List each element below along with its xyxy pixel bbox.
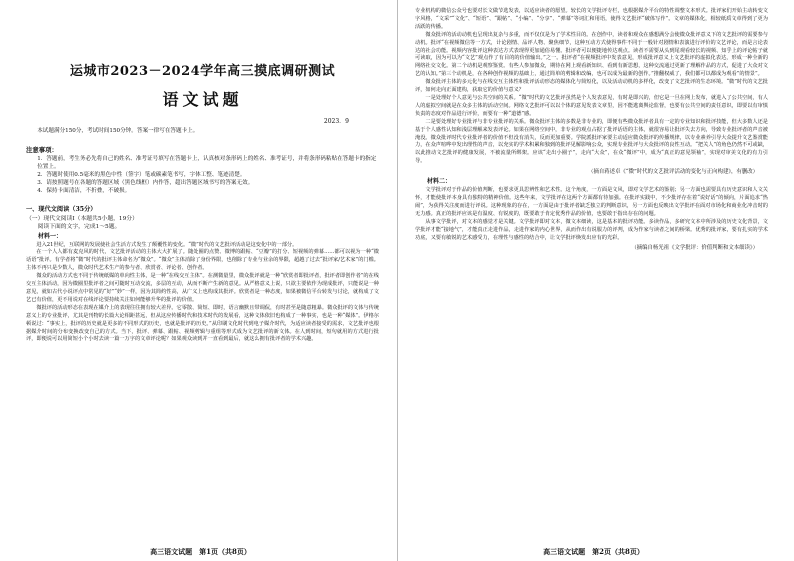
paragraph: 从事文学批评，对文本的感觉才是关键。文学批评即对文本，微文本细读，这是基本的批评功能。多读作品，多研究文本中所涉及的历史文化背景，文学批评才能“接地气”，才能真正走进作品，走进作家的内心世界，从而作出有说服力的评判，成为作家与读者之间的桥梁。优秀的批评家，要有扎实的学术功底，又要有敏锐的艺术感受力，在理性与感性的结合中，让文学批评焕发出应有的光彩。 — [415, 218, 768, 241]
exam-date: 2023．9 — [323, 118, 349, 125]
paragraph: 微众批评主体的多元化与在线交互主体性和批评活动形态的媒体化与简短化，以及活动动机的多样化，改变了文艺批评的生态环境。“微”时代的文艺批评，如何走向正面建构，获取它的价值与意义？ — [415, 79, 768, 94]
paragraph: 专业机构的微信公众号也要对长文做节选发表，以适应读者的愿望。较长的文学批评专栏，也根据媒介平台的特性调整文本形式。批评家们开始主动转变文字风格，“文采”“文化”、“短语”、“跟帖”、“小编”、“分享”、“弹幕”等词汇和用语，使得文艺批评“破体写作”。文章的媒体化，相较纸质文章得到了更为活跃的传播。 — [415, 8, 768, 30]
note-item: 4．保持卡面清洁，不折叠，不破损。 — [37, 187, 131, 194]
page-footer: 高三语文试题 第1页（共8页） — [150, 547, 251, 556]
exam-note: 本试题满分150分，考试时间150分钟。答案一律写在答题卡上。 — [37, 128, 199, 134]
paragraph: 在一个人人都有麦克风的时代，文艺批评活动的主体大大扩展了。随处圈的点赞、微博的跟帖、“豆瓣”的打分、短视频的弹幕……都可以视为一种“微话语”批评。有学者将“微”时代的批评主体命名为“微众”。“微众”主体消除了身份界限，也削除了专业与业余的界限，超越了过去“批评家/艺术家”的门槛。主体不再只是少数人，微众时代艺术生产的参与者、欣赏者、评论者、创作者。 — [26, 249, 379, 272]
section-heading: 一、现代文阅读（35分） — [26, 205, 97, 213]
material-label: 材料二： — [427, 178, 452, 186]
paragraph: 微批评的活动形态在表现在媒介上的表现往往拥有较大差异。它零散、简短、即时，语言幽默且带调侃，有时甚至是随意粗暴。微众批评的文体与传统意义上的专业批评，尤其是刊物的长篇大论相距甚远，但从这应传播时代和技术时代的发展看，这种文体依旧也构成了一种事实，也是一种“媒体”。伊格尔顿说过：“事实上，批评的历史就是更多的不同形式的历史，也就是批评的历史。”从印刷文化时代到电子媒介时代，为适应读者接受的需求，文艺批评也根据媒介时间的分布变换改变自己的方式。当下，批评、弹幕、跟帖、视频剪辑与重组等形式成为文艺批评的新文体。在人到时间，短句就用的方式进行批评，即便说可以用简短小个小时去读一篇一万字的文章评论呢？如果观众读到并一直看到最后，就这么拥有批评者的学术兴趣。 — [26, 304, 379, 343]
left-page — [8, 0, 393, 561]
note-item: 1．答题前，考生务必先将自己的姓名、准考证号填写在答题卡上，认真核对条形码上的姓名、准考证号，并将条形码粘贴在答题卡的指定位置上。 — [37, 156, 377, 170]
note-item: 2．答题时使用0.5毫米的黑色中性（签字）笔或碳素笔书写，字体工整、笔迹清楚。 — [37, 171, 246, 178]
source-citation: （摘自蒋述卓《“微”时代的文艺批评活动的变化与正向构建》，有删改） — [588, 169, 758, 176]
paragraph: 一是处理好个人意见与公共空间的关系。“微”时代的文艺批评虽然是个人发表意见，有时是即兴的，但它是一旦在网上发布，就进入了公共空间，有人人的虚拟空间就是在众多主体的活动空间。网络文艺批评可以以个体的意见发表文章里，因不能逃离舆论监督，也要有公共空间的责任意识，即要以有审慎负责的态度对作品进行评价，而要有一种“道德”感。 — [415, 94, 768, 117]
exam-title: 运城市2023－2024学年高三摸底调研测试 — [69, 64, 336, 79]
paragraph: 微众批评的活动动机也呈现出复杂与多重，而不仅仅是为了学术性目的。在创作中，读者和观众在感想满分会使微众批评意义下的文艺批评的需要参与动机。批评“在视频微信等一方式，计论剧情、品评人物、聚焦细节，这种互动方式使得事件不同于一般针对剧情和表演进行评价的文艺评论，而是言论表达的社会功能。视频内容批评这种表达方式表现得更加通俗易懂。批评者可以便捷地传达观点。读者不需要从头到尾观看较长的视频、知乎上的评论帖子就可读取，因为可以为“文艺”观点作了有目的的价值输出。”之一。批评者“在视频批评中发表意见，形成批评意义上文艺批评的虚拟化表达，形成一种全新的网络社交文化。第二个动机是观察鉴赏。有些人参加微众，期待在网上观看新知识、看到有新思想，这种交流通过更新了理解作品的方式，促进了大众对文艺的认知。”第三个动机是，在各种创作视频的基础上，通过简单的剪辑和改编，也可以成为最新的创作。”推翻权威了，我们都可以都成为观看”的情景”。 — [415, 31, 768, 78]
page-divider — [397, 0, 398, 561]
reading-instruction: 阅读下面的文字，完成1～5题。 — [37, 223, 121, 230]
page-footer: 高三语文试题 第2页（共8页） — [543, 547, 644, 556]
notes-heading: 注意事项： — [26, 146, 58, 154]
subsection-heading: （一）现代文阅读Ⅰ（本题共5小题，19分） — [26, 215, 138, 222]
paragraph: 二是要处理好专业批评与非专业批评的关系。微众批评主体的多数是非专业的，即便有些微众批评者具有一定的专业知识和批评技能，但大多数人还是基于个人感性认知和浅层理解来发表评论。如果在网络空间中，非专业的观点占据了批评话语的主体，就很容易让批评失去方向，导致专业批评者的声音被淹没。微众批评时代专业批评者的价值不但没有消失，反而更加重要。学院派批评家要主动适应微众批评的传播规律，以专业素养引导大众提升文艺鉴赏能力，在众声喧哗中发出理性的声音，以充实的学术积累和独到的批评见解影响公众，实现专业批评与大众批评的良性互动。“把关人”的角色仍然不可或缺，以此推动文艺批评的健康发展，不被流量所绑架。应该“走出小圈子”，走向“大众”，在众“微评”中，成为“真正的意见领袖”，实现对审美文化的有力引导。 — [415, 118, 768, 165]
note-item: 3．请按照题号在各题的答题区域（黑色线框）内作答，超出答题区域书写的答案无效。 — [37, 179, 254, 186]
right-page — [401, 0, 786, 561]
paragraph: 进入21世纪，互联网的发展使社会生活方式发生了颠覆性的变化。“微”时代的文艺批评活动是这变化中的一部分。 — [36, 241, 298, 248]
material-label: 材料一： — [38, 232, 63, 240]
paragraph: 微众的活动方式也不同于传统纸媒的单向性主体，是一种“在线交互主体”。在测微量里，微众批评就是一种“欣赏者即批评者，批评者即创作者”的在线交互主体活动，因为微圈里批评者之间可随时互动交流，多层的互动，从而不断产生新的意见。从严格意义上说，只欲主要依作为现成批评，只能说是一种意见，就如古代小说评点中常见的“好”“妙”一样，因为其简约性高，从广义上也构成其批评。欣赏者是一种态度，如果被微信平台转发与讨论，就构成了文艺已有价值，更不用说对在线评论要持续关注如何能够升华的批评的价值。 — [26, 273, 379, 303]
source-citation: （摘编自杨光祖《文学批评：价值判断和文本细读》） — [631, 245, 758, 252]
subject-title: 语文试题 — [162, 90, 243, 109]
paragraph: 文学批评对于作品的价值判断，也要求更具思辨性和艺术性。这个角度，一方面是文风，即对文学艺术的鉴别；另一方面也需要具有历史意识和人文关怀，才能使批评本身具有独特的精神价值。这些年来，文学批评在这两个方面都有待加强。在批评实践中，不少批评存在着“说好话”的倾向，片面追求“热闹”，为获得关注度而进行评说。这种现象的存在，一方面是由于批评者缺乏独立的判断意识，另一方面也反映出文学批评在面对市场化和商业化冲击时的无力感。真正的批评应该是有温度、有锐度的，既要敢于肯定优秀作品的价值，也要敢于指出存在的问题。 — [415, 187, 768, 217]
